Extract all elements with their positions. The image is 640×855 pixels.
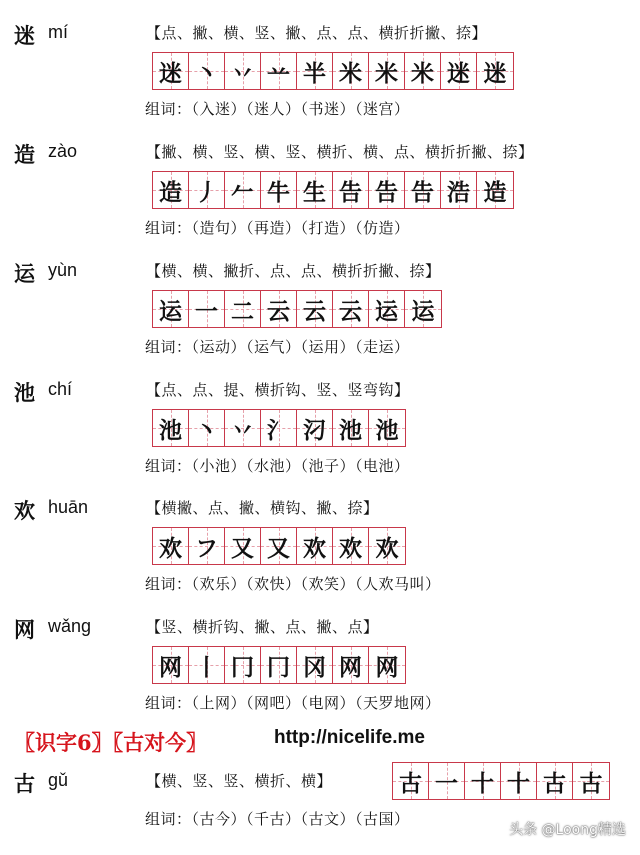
stroke-glyph: 告 (411, 178, 434, 206)
stroke-cell (537, 763, 573, 799)
stroke-cell (189, 647, 225, 683)
character: 迷 (14, 23, 35, 48)
stroke-grid (152, 171, 514, 209)
stroke-glyph: 十 (507, 769, 530, 797)
stroke-glyph: 又 (231, 534, 254, 562)
stroke-cell (465, 763, 501, 799)
character: 池 (14, 380, 35, 405)
word-examples: 组词：（欢乐）（欢快）（欢笑）（人欢马叫） (145, 575, 441, 593)
stroke-glyph: 生 (303, 178, 326, 206)
stroke-glyph: 冂 (231, 653, 254, 681)
character: 网 (14, 617, 35, 642)
stroke-order: 【竖、横折钩、撇、点、撇、点】 (146, 618, 379, 636)
stroke-order: 【横、横、撇折、点、点、横折折撇、捺】 (146, 262, 441, 280)
stroke-glyph: 米 (375, 59, 398, 87)
stroke-glyph: 一 (435, 769, 458, 797)
stroke-cell (189, 53, 225, 89)
stroke-glyph: 丶 (195, 416, 218, 444)
stroke-cell (261, 53, 297, 89)
stroke-glyph: 欢 (303, 534, 326, 562)
stroke-glyph: 告 (375, 178, 398, 206)
stroke-cell (297, 291, 333, 327)
stroke-glyph: 古 (543, 769, 566, 797)
stroke-cell (261, 291, 297, 327)
stroke-cell (225, 291, 261, 327)
stroke-glyph: 云 (303, 297, 326, 325)
stroke-cell (153, 53, 189, 89)
stroke-cell (369, 647, 405, 683)
stroke-glyph: 又 (267, 534, 290, 562)
stroke-cell (369, 172, 405, 208)
stroke-order: 【撇、横、竖、横、竖、横折、横、点、横折折撇、捺】 (146, 143, 534, 161)
stroke-cell (441, 53, 477, 89)
stroke-glyph: 运 (411, 297, 435, 325)
stroke-glyph: 古 (579, 769, 603, 797)
stroke-cell (189, 410, 225, 446)
stroke-glyph: 运 (159, 297, 182, 325)
stroke-cell (189, 528, 225, 564)
stroke-glyph: 欢 (375, 534, 399, 562)
stroke-glyph: 𠂉 (231, 178, 254, 206)
stroke-grid (152, 646, 406, 684)
stroke-cell (333, 410, 369, 446)
stroke-cell (501, 763, 537, 799)
stroke-cell (297, 53, 333, 89)
stroke-glyph: 十 (471, 769, 494, 797)
stroke-order: 【横撇、点、撇、横钩、撇、捺】 (146, 499, 379, 517)
stroke-cell (405, 53, 441, 89)
stroke-cell (261, 410, 297, 446)
word-examples: 组词：（入迷）（迷人）（书迷）（迷宫） (145, 100, 410, 118)
stroke-cell (477, 53, 513, 89)
stroke-cell (369, 291, 405, 327)
stroke-cell (429, 763, 465, 799)
stroke-glyph: 冈 (303, 653, 326, 681)
stroke-glyph: 造 (159, 178, 182, 206)
stroke-cell (405, 291, 441, 327)
stroke-glyph: 氵 (267, 416, 290, 444)
pinyin: zào (48, 141, 78, 161)
stroke-cell (333, 291, 369, 327)
stroke-glyph: 云 (267, 297, 290, 325)
character: 欢 (14, 498, 35, 523)
stroke-cell (153, 647, 189, 683)
stroke-glyph: 运 (375, 297, 398, 325)
stroke-order: 【横、竖、竖、横折、横】 (146, 772, 333, 790)
stroke-cell (405, 172, 441, 208)
stroke-grid (152, 290, 442, 328)
stroke-glyph: 造 (483, 178, 507, 206)
stroke-glyph: 池 (375, 416, 399, 444)
stroke-cell (297, 172, 333, 208)
stroke-glyph: 汈 (303, 416, 326, 444)
stroke-glyph: 云 (339, 297, 362, 325)
stroke-glyph: 欢 (159, 534, 182, 562)
stroke-cell (573, 763, 609, 799)
pinyin: huān (48, 497, 89, 517)
stroke-cell (225, 647, 261, 683)
stroke-cell (153, 528, 189, 564)
stroke-glyph: 丷 (231, 59, 254, 87)
stroke-glyph: 二 (231, 297, 254, 325)
stroke-grid (392, 762, 610, 800)
stroke-cell (189, 291, 225, 327)
stroke-cell (333, 172, 369, 208)
stroke-glyph: 池 (339, 416, 362, 444)
character: 造 (14, 142, 35, 167)
stroke-glyph: 欢 (339, 534, 362, 562)
stroke-cell (393, 763, 429, 799)
stroke-grid (152, 409, 406, 447)
stroke-cell (333, 528, 369, 564)
stroke-glyph: 网 (375, 653, 399, 681)
stroke-glyph: 网 (159, 653, 182, 681)
stroke-glyph: 冂 (267, 653, 290, 681)
stroke-glyph: 迷 (483, 59, 507, 87)
stroke-glyph: 丷 (231, 416, 254, 444)
stroke-cell (477, 172, 513, 208)
stroke-cell (441, 172, 477, 208)
stroke-order: 【点、点、提、横折钩、竖、竖弯钩】 (146, 381, 410, 399)
stroke-cell (225, 528, 261, 564)
stroke-cell (189, 172, 225, 208)
stroke-grid (152, 52, 514, 90)
pinyin: gǔ (48, 770, 69, 790)
stroke-cell (333, 53, 369, 89)
stroke-cell (225, 53, 261, 89)
stroke-cell (369, 53, 405, 89)
stroke-glyph: 米 (339, 59, 362, 87)
stroke-glyph: 池 (159, 416, 182, 444)
stroke-cell (297, 647, 333, 683)
stroke-cell (261, 528, 297, 564)
stroke-cell (297, 528, 333, 564)
character: 古 (14, 771, 35, 796)
stroke-glyph: 网 (339, 653, 362, 681)
stroke-glyph: 丿 (195, 178, 218, 206)
stroke-cell (225, 172, 261, 208)
stroke-cell (261, 647, 297, 683)
stroke-cell (153, 410, 189, 446)
stroke-glyph: 丶 (195, 59, 218, 87)
stroke-glyph: 迷 (447, 59, 470, 87)
stroke-glyph: 米 (411, 59, 434, 87)
character: 运 (14, 261, 35, 286)
stroke-cell (369, 528, 405, 564)
stroke-cell (153, 291, 189, 327)
stroke-glyph: 䒑 (267, 59, 290, 87)
word-examples: 组词：（小池）（水池）（池子）（电池） (145, 457, 410, 475)
stroke-cell (369, 410, 405, 446)
stroke-cell (153, 172, 189, 208)
stroke-glyph: 浩 (447, 178, 470, 206)
stroke-cell (333, 647, 369, 683)
word-examples: 组词：（古今）（千古）（古文）（古国） (145, 810, 410, 828)
pinyin: chí (48, 379, 73, 399)
stroke-glyph: 告 (339, 178, 362, 206)
stroke-cell (261, 172, 297, 208)
site-url[interactable]: http://nicelife.me (274, 727, 425, 748)
word-examples: 组词：（造句）（再造）（打造）（仿造） (145, 219, 410, 237)
stroke-glyph: 迷 (159, 59, 182, 87)
stroke-glyph: 一 (195, 297, 218, 325)
stroke-glyph: 古 (399, 769, 422, 797)
watermark: 头条 @Loong精选 (509, 822, 626, 838)
stroke-cell (297, 410, 333, 446)
stroke-grid (152, 527, 406, 565)
word-examples: 组词：（上网）（网吧）（电网）（天罗地网） (145, 694, 441, 712)
stroke-glyph: フ (195, 534, 218, 562)
section-title: 〖识字6〗〖古对今〗 (14, 730, 208, 755)
stroke-glyph: 丨 (195, 653, 218, 681)
pinyin: wǎng (48, 616, 92, 636)
pinyin: mí (48, 22, 68, 42)
stroke-glyph: 半 (303, 59, 326, 87)
stroke-cell (225, 410, 261, 446)
stroke-order: 【点、撇、横、竖、撇、点、点、横折折撇、捺】 (146, 24, 488, 42)
pinyin: yùn (48, 260, 78, 280)
word-examples: 组词：（运动）（运气）（运用）（走运） (145, 338, 410, 356)
stroke-glyph: 牛 (267, 178, 290, 206)
